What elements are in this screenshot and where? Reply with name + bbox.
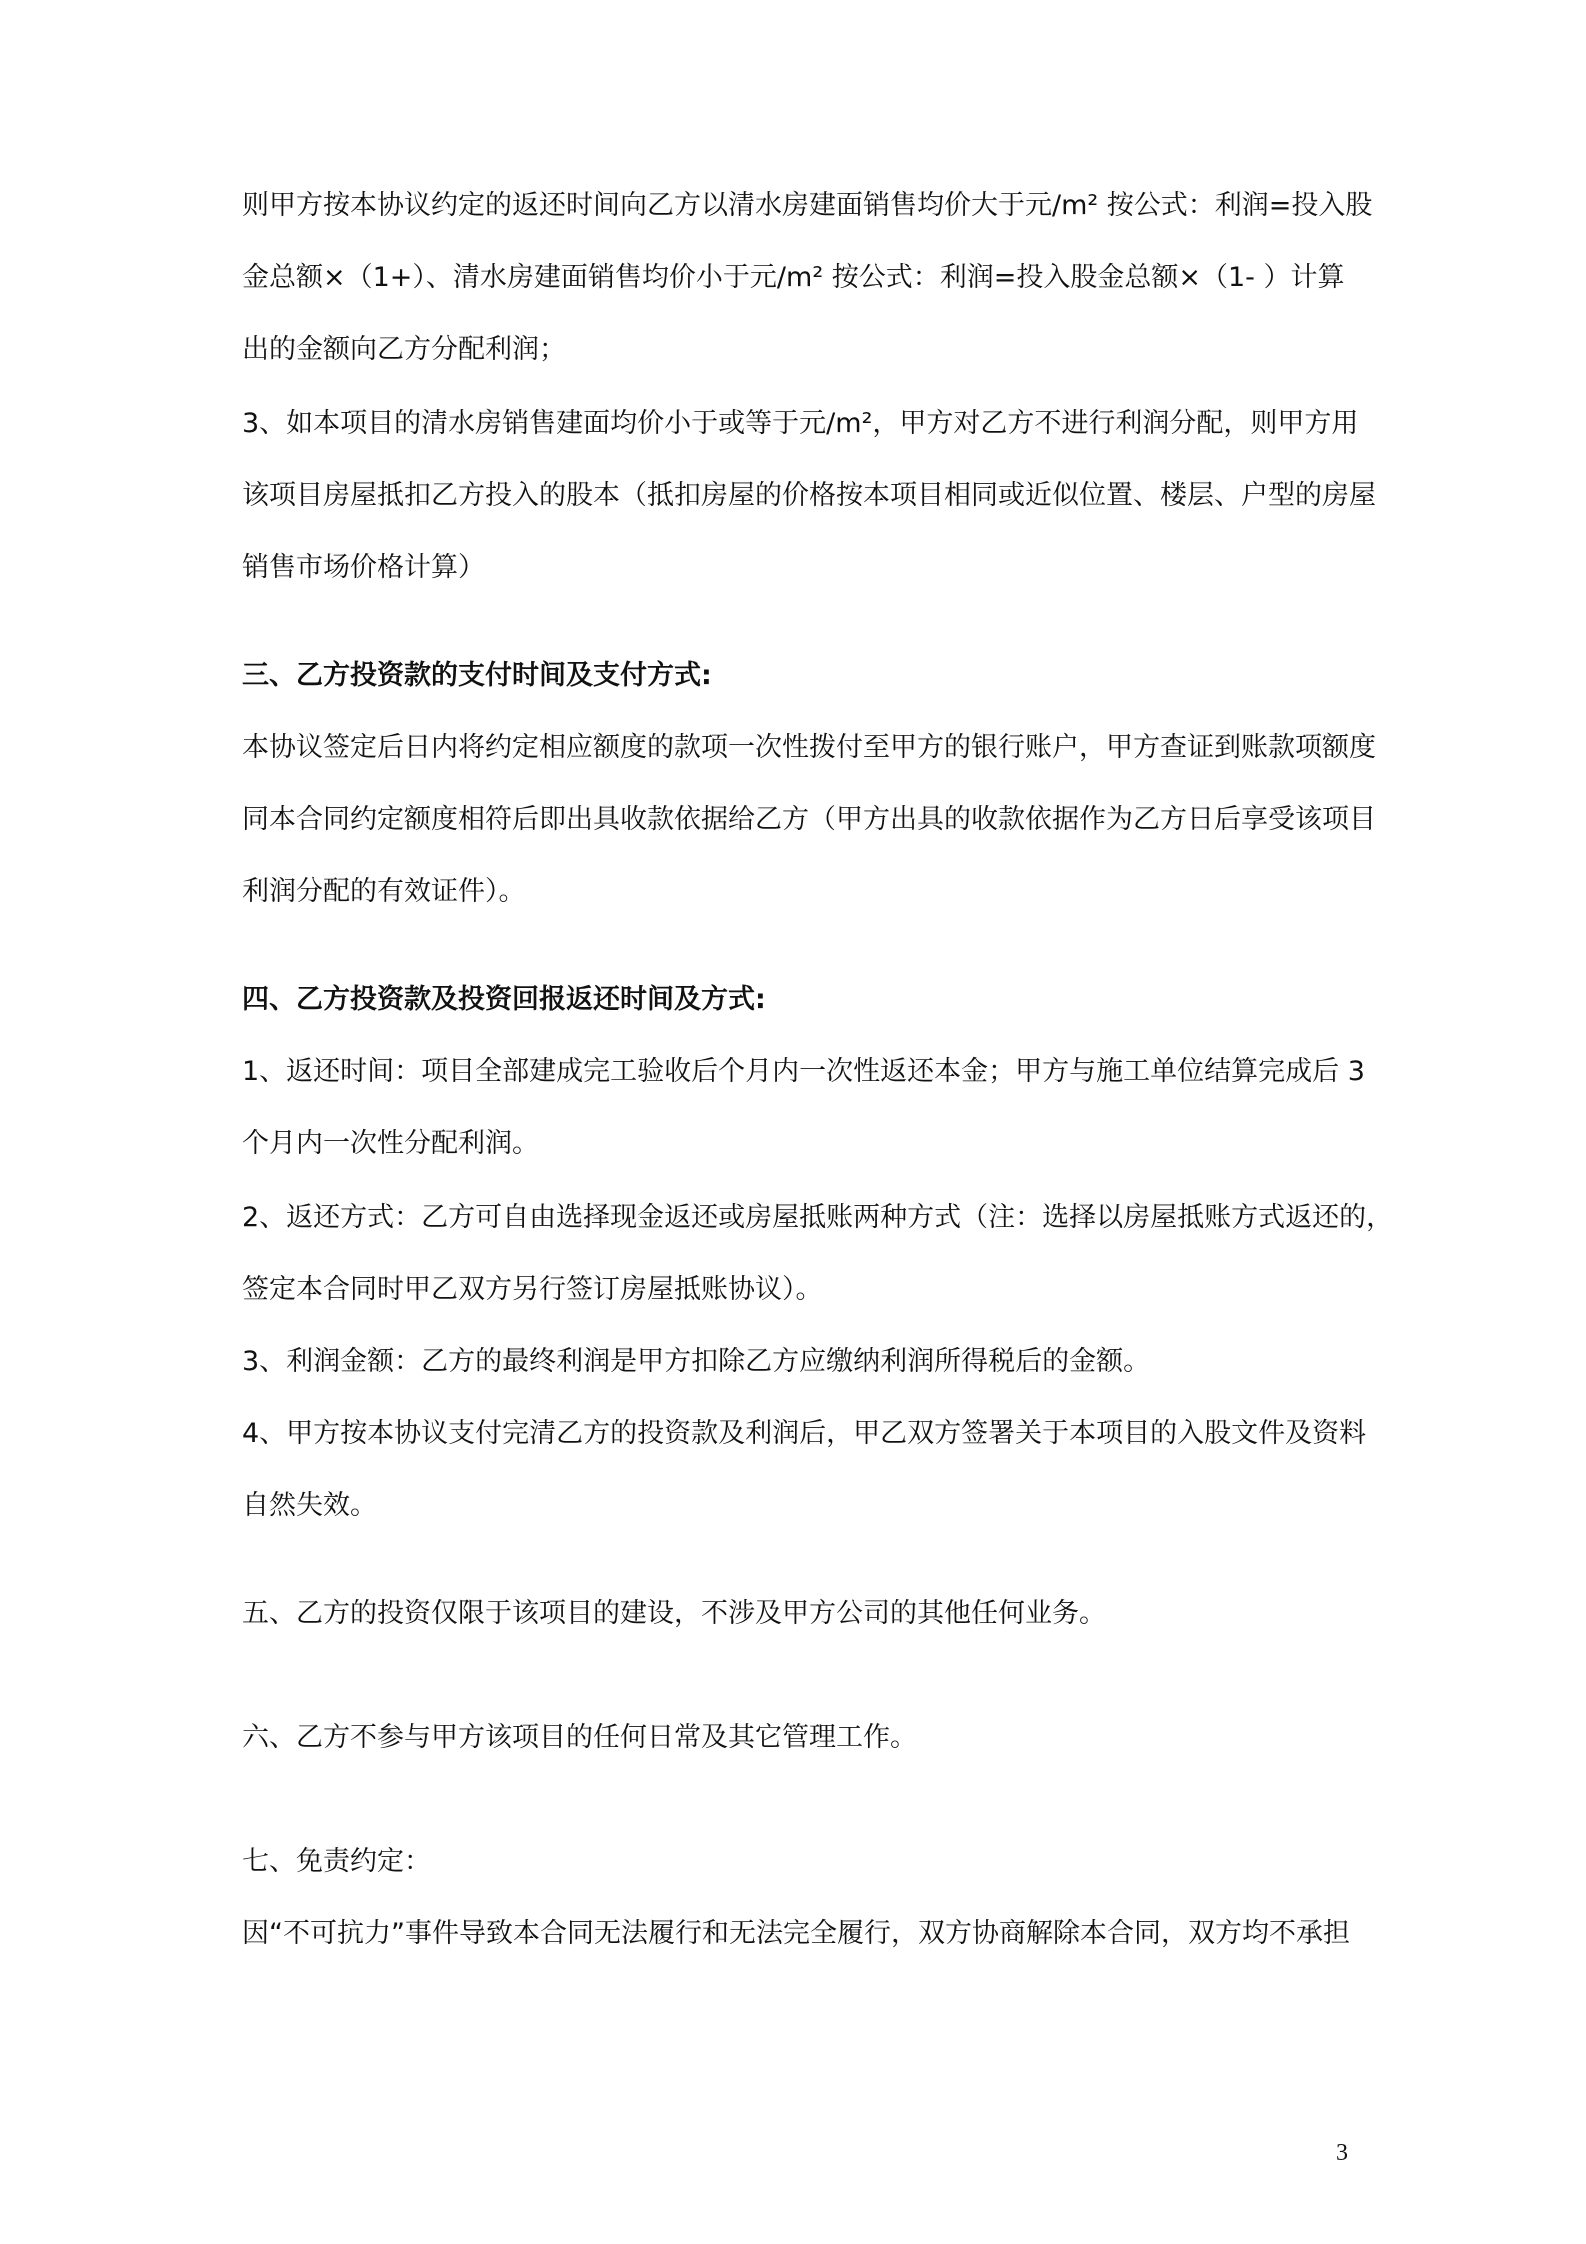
text-line: 4、甲方按本协议支付完清乙方的投资款及利润后，甲乙双方签署关于本项目的入股文件及资料 bbox=[242, 1418, 1367, 1449]
section-heading-6: 六、乙方不参与甲方该项目的任何日常及其它管理工作。 bbox=[242, 1722, 917, 1753]
text-line: 同本合同约定额度相符后即出具收款依据给乙方（甲方出具的收款依据作为乙方日后享受该项目 bbox=[242, 804, 1376, 835]
text-line: 出的金额向乙方分配利润； bbox=[242, 334, 566, 365]
text-line: 销售市场价格计算） bbox=[242, 552, 485, 583]
text-line: 1、返还时间：项目全部建成完工验收后个月内一次性返还本金；甲方与施工单位结算完成后 3 bbox=[242, 1056, 1365, 1087]
section-heading-5: 五、乙方的投资仅限于该项目的建设，不涉及甲方公司的其他任何业务。 bbox=[242, 1598, 1106, 1629]
text-line: 2、返还方式：乙方可自由选择现金返还或房屋抵账两种方式（注：选择以房屋抵账方式返还的， bbox=[242, 1202, 1394, 1233]
text-line: 该项目房屋抵扣乙方投入的股本（抵扣房屋的价格按本项目相同或近似位置、楼层、户型的房屋 bbox=[242, 480, 1376, 511]
text-line: 3、如本项目的清水房销售建面均价小于或等于元/m²，甲方对乙方不进行利润分配，则甲方用 bbox=[242, 408, 1359, 439]
section-heading-4: 四、乙方投资款及投资回报返还时间及方式: bbox=[242, 984, 766, 1015]
text-line: 利润分配的有效证件）。 bbox=[242, 876, 526, 907]
text-line: 本协议签定后日内将约定相应额度的款项一次性拨付至甲方的银行账户，甲方查证到账款项额度 bbox=[242, 732, 1376, 763]
text-line: 个月内一次性分配利润。 bbox=[242, 1128, 539, 1159]
text-line: 签定本合同时甲乙双方另行签订房屋抵账协议）。 bbox=[242, 1274, 823, 1305]
section-heading-7: 七、免责约定： bbox=[242, 1846, 431, 1877]
text-line: 自然失效。 bbox=[242, 1490, 377, 1521]
text-line: 金总额×（1+）、清水房建面销售均价小于元/m² 按公式：利润=投入股金总额×（1- ）计算 bbox=[242, 262, 1345, 293]
document-body bbox=[242, 188, 1394, 1952]
text-line: 因“不可抗力”事件导致本合同无法履行和无法完全履行，双方协商解除本合同，双方均不承担 bbox=[242, 1918, 1350, 1949]
text-line: 则甲方按本协议约定的返还时间向乙方以清水房建面销售均价大于元/m² 按公式：利润=投入股 bbox=[242, 190, 1373, 221]
text-line: 3、利润金额：乙方的最终利润是甲方扣除乙方应缴纳利润所得税后的金额。 bbox=[242, 1346, 1151, 1377]
page-number: 3 bbox=[1336, 2140, 1348, 2166]
section-heading-3: 三、乙方投资款的支付时间及支付方式: bbox=[242, 660, 712, 691]
